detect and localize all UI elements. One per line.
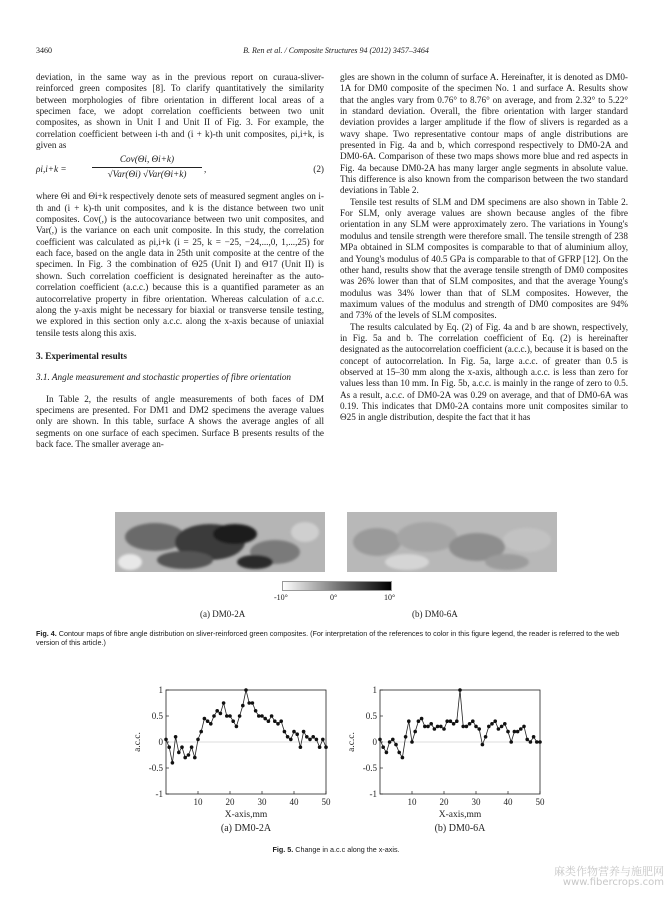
data-point [509,740,513,744]
colorbar-tick-label: 10° [384,593,396,602]
data-point [251,701,255,705]
data-point [487,725,491,729]
subsection-heading: 3.1. Angle measurement and stochastic properties of fibre orientation [36,372,292,383]
data-point [299,745,303,749]
data-point [500,725,504,729]
figure-label: Fig. 5. [272,845,294,854]
data-point [222,701,226,705]
data-point [171,761,175,765]
y-tick-label: 1 [158,685,163,695]
data-point [477,727,481,731]
data-point [474,725,478,729]
x-tick-label: 50 [535,797,545,807]
equation-fraction [92,154,202,180]
data-point [420,717,424,721]
right-column [340,72,628,424]
data-point [407,719,411,723]
data-point [283,730,287,734]
data-point [260,714,264,718]
data-point [318,745,322,749]
chart-b-svg [344,680,554,852]
data-point [452,722,456,726]
chart-b [344,680,554,857]
data-point [401,756,405,760]
data-point [423,725,427,729]
data-point [429,722,433,726]
equation-denominator: √Var(Θi) √Var(Θi+k) [107,168,187,179]
data-point [302,730,306,734]
y-tick-label: -0.5 [148,763,163,773]
data-point [174,735,178,739]
x-tick-label: 50 [321,797,331,807]
data-point [308,738,312,742]
data-point [455,719,459,723]
paragraph: gles are shown in the column of surface A. Hereinafter, it is denoted as DM0-1A for DM0 composite of the specimen No. 1 and surface A. Results show that the angles vary from 0.76° to 8.76° on average, and from 2.32° to 5.22° in standard deviation. Overall, the fibre orientation with larger standard deviation provides a larger amplitude if the flow of slivers is regarded as a wavy shape. Two representative contour maps of angle distributions are presented in Fig. 4a and b, which correspond respectively to DM0-2A and DM0-6A. Comparison of these two maps shows more blue and red aspects in Fig. 4a because DM0-2A has many larger angle segments in absolute value. This difference is also known from the comparison between the two standard deviations in Table 2. [340,72,628,196]
section-heading: 3. Experimental results [36,350,127,361]
data-point [225,714,229,718]
data-point [433,727,437,731]
data-point [167,745,171,749]
y-tick-label: -1 [369,789,377,799]
subfigure-label: (b) DM0-6A [434,823,486,834]
data-point [442,727,446,731]
paragraph: The results calculated by Eq. (2) of Fig. 4a and b are shown, respectively, in Fig. 5a and b. The correlation coefficient of Eq. (2) is hereinafter designated as the autocorrelation coefficient (a.c.c.), because it is based on the concept of autocorrelation. In Fig. 5a, large a.c.c. of greater than 0.5 is observed at 15–30 mm along the x-axis, although a.c.c. is less than zero for values less than 10 mm. In Fig. 5b, a.c.c. is mainly in the range of zero to 0.5. As a result, a.c.c. of DM0-2A was 0.29 on average, and that of DM0-6A was 0.19. This indicates that DM0-2A contains more unit composites similar to Θ25 in angle distribution, despite the fact that it has [340,321,628,423]
series-line [380,690,540,758]
data-point [484,735,488,739]
data-point [426,725,430,729]
x-tick-label: 10 [407,797,417,807]
data-point [410,740,414,744]
y-tick-label: 0 [372,737,377,747]
data-point [206,719,210,723]
x-axis-label: X-axis,mm [438,810,482,820]
y-tick-label: -1 [155,789,163,799]
data-point [497,727,501,731]
data-point [436,725,440,729]
series-line [166,690,326,763]
contour-map-dm0-2a [115,512,325,572]
data-point [311,735,315,739]
data-point [164,738,168,742]
running-header [36,46,636,60]
data-point [397,751,401,755]
data-point [535,740,539,744]
data-point [391,738,395,742]
data-point [516,730,520,734]
data-point [177,751,181,755]
data-point [404,735,408,739]
data-point [439,725,443,729]
x-tick-label: 40 [289,797,299,807]
y-tick-label: 0 [158,737,163,747]
paragraph: deviation, in the same way as in the previous report on curaua-sliver-reinforced green composites [8]. To clarify quantitatively the similarity between morphologies of fibre orientation in different local areas of a specimen face, we adopt correlation coefficients between two unit composites, as shown in Unit I and Unit II of Fig. 3. For example, the correlation coefficient between i-th and (i + k)-th unit composites, ρi,i+k, is given as [36,72,324,151]
data-point [506,730,510,734]
equation-comma: , [204,164,207,175]
y-axis-label: a.c.c. [133,732,143,752]
colorbar-tick-label: -10° [274,593,288,602]
data-point [193,756,197,760]
x-tick-label: 30 [257,797,267,807]
data-point [525,738,529,742]
data-point [292,730,296,734]
data-point [315,738,319,742]
data-point [228,714,232,718]
data-point [199,730,203,734]
data-point [417,719,421,723]
data-point [532,735,536,739]
data-point [279,719,283,723]
data-point [493,719,497,723]
caption-text: Contour maps of fibre angle distribution on sliver-reinforced green composites. (For interpretation of the references to color in this figure legend, the reader is referred to the web version of this article.) [36,629,620,648]
data-point [219,712,223,716]
data-point [215,709,219,713]
data-point [203,717,207,721]
data-point [381,745,385,749]
data-point [413,730,417,734]
journal-citation: B. Ren et al. / Composite Structures 94 (2012) 3457–3464 [243,46,429,55]
data-point [378,738,382,742]
y-axis-label: a.c.c. [347,732,357,752]
equation-lhs: ρi,i+k = [36,164,67,175]
data-point [238,714,242,718]
contour-map-dm0-6a [347,512,557,572]
figure-4-caption [36,629,636,647]
data-point [305,735,309,739]
data-point [289,738,293,742]
data-point [490,722,494,726]
x-tick-label: 20 [225,797,235,807]
data-point [295,732,299,736]
data-point [321,738,325,742]
data-point [324,745,328,749]
subfigure-label: (a) DM0-2A [200,609,246,619]
data-point [190,745,194,749]
data-point [503,722,507,726]
figure-label: Fig. 4. [36,629,57,638]
data-point [276,722,280,726]
paragraph: In Table 2, the results of angle measurements of both faces of DM specimens are presented. For DM1 and DM2 specimens the average values only are shown. In this table, surface A shows the average angles of all segments on one surface of each specimen. Surface B presents results of the back face. The smaller average an- [36,393,324,449]
data-point [196,738,200,742]
y-tick-label: 0.5 [365,711,377,721]
data-point [522,725,526,729]
data-point [241,704,245,708]
data-point [445,719,449,723]
data-point [529,740,533,744]
x-axis-label: X-axis,mm [224,810,268,820]
data-point [244,688,248,692]
data-point [449,719,453,723]
data-point [273,719,277,723]
chart-a-svg [130,680,340,852]
data-point [235,725,239,729]
subfigure-label: (b) DM0-6A [412,609,458,619]
colorbar [282,581,392,591]
data-point [247,701,251,705]
data-point [394,743,398,747]
data-point [461,725,465,729]
data-point [385,751,389,755]
left-column [36,72,324,450]
equation-2 [36,154,324,188]
data-point [180,745,184,749]
x-tick-label: 30 [471,797,481,807]
y-tick-label: -0.5 [362,763,377,773]
data-point [513,730,517,734]
figure-5-caption [0,845,672,854]
data-point [257,714,261,718]
data-point [388,740,392,744]
data-point [538,740,542,744]
subfigure-label: (a) DM0-2A [220,823,272,834]
y-tick-label: 1 [372,685,377,695]
data-point [458,688,462,692]
data-point [267,719,271,723]
watermark-text: 麻类作物营养与施肥网 [554,865,664,878]
data-point [183,756,187,760]
data-point [254,709,258,713]
caption-text: Change in a.c.c along the x-axis. [295,845,400,854]
x-tick-label: 40 [503,797,513,807]
data-point [465,725,469,729]
y-tick-label: 0.5 [151,711,163,721]
watermark-url: www.fibercrops.com [562,877,664,888]
x-tick-label: 20 [439,797,449,807]
page-number: 3460 [36,46,52,55]
data-point [468,722,472,726]
chart-a [130,680,340,857]
equation-number: (2) [313,164,324,175]
data-point [212,714,216,718]
x-tick-label: 10 [193,797,203,807]
data-point [209,722,213,726]
data-point [471,719,475,723]
data-point [231,719,235,723]
data-point [481,743,485,747]
data-point [519,727,523,731]
data-point [263,717,267,721]
paragraph: where Θi and Θi+k respectively denote sets of measured segment angles on i-th and (i + k)-th unit composites, and k is the distance between two unit composites. Cov(,) is the autocovariance between two unit composites, and Var(,) is the variance on each unit composite. In this study, the correlation coefficient was calculated as ρi,i+k (i = 25, k = −25, −24,...,0, 1,...,25) for each face, based on the angle data in 25th unit composite at the centre of the specimen. In Fig. 3 the combination of Θ25 (Unit I) and Θ17 (Unit II) is shown. Such correlation coefficient is designated hereinafter as the auto-correlation coefficient (a.c.c.) because this is a quantified parameter as an autocorrelative property in fibre orientation. Whereas calculation of a.c.c. along the y-axis might be necessary for biaxial or transverse tensile testing, we explored in this section only a.c.c. along the x-axis because of uniaxial tensile tests along this axis. [36,191,324,338]
colorbar-tick-label: 0° [330,593,338,602]
data-point [187,753,191,757]
equation-numerator: Cov(Θi, Θi+k) [92,154,202,167]
paragraph: Tensile test results of SLM and DM specimens are also shown in Table 2. For SLM, only average values are shown because angles of the fibre orientation in any SLM were approximately zero. The variations in Young's modulus and tensile strength were therefore small. The tensile strength of 238 MPa obtained in SLM composites is comparable to that of aluminium alloy, and Young's modulus of 40.5 GPa is comparable to that of GFRP [12]. On the other hand, results show that the average tensile strength of DM0 composites was 26% lower than that of SLM composites, and that the average Young's modulus was 34% lower than that of SLM composites. However, the maximum values of the modulus and strength of DM0 composites are 94% and 73% of the levels of SLM composites. [340,196,628,321]
data-point [286,735,290,739]
data-point [270,714,274,718]
